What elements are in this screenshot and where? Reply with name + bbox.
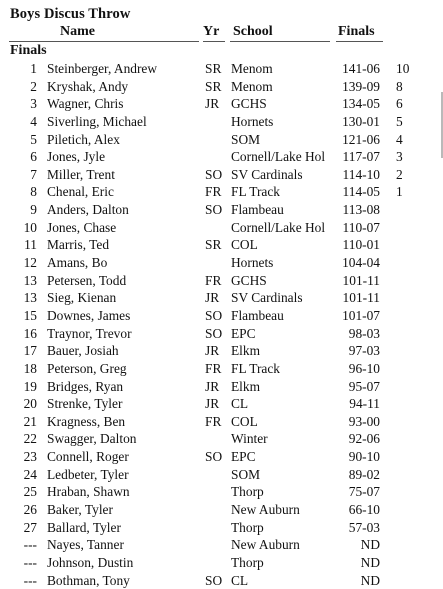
year-cell: SR — [205, 78, 222, 94]
table-row — [0, 325, 443, 343]
school-cell: EPC — [231, 449, 256, 465]
year-cell: JR — [205, 96, 220, 112]
place-cell: 15 — [23, 307, 37, 323]
table-row — [0, 219, 443, 237]
finals-mark-cell: 93-00 — [348, 413, 380, 429]
athlete-name-cell: Nayes, Tanner — [47, 537, 124, 553]
school-cell: GCHS — [231, 96, 267, 112]
place-cell: 6 — [30, 149, 37, 165]
finals-mark-cell: 94-11 — [349, 396, 380, 412]
school-cell: Menom — [231, 78, 273, 94]
year-cell: SO — [205, 572, 223, 588]
school-cell: FL Track — [231, 360, 280, 376]
school-cell: CL — [231, 396, 249, 412]
place-cell: 2 — [30, 78, 37, 94]
table-row — [0, 342, 443, 360]
year-cell: SO — [205, 449, 223, 465]
finals-mark-cell: 110-01 — [342, 237, 380, 253]
table-row — [0, 430, 443, 448]
header-underline-name — [9, 41, 199, 42]
finals-mark-cell: 101-11 — [342, 290, 380, 306]
table-row — [0, 148, 443, 166]
school-cell: COL — [231, 237, 258, 253]
finals-mark-cell: ND — [360, 537, 380, 553]
finals-mark-cell: 95-07 — [348, 378, 380, 394]
column-header-name: Name — [60, 24, 95, 39]
athlete-name-cell: Piletich, Alex — [47, 131, 120, 147]
table-row — [0, 466, 443, 484]
finals-mark-cell: 104-04 — [342, 255, 380, 271]
athlete-name-cell: Amans, Bo — [47, 255, 108, 271]
table-row — [0, 378, 443, 396]
table-row — [0, 131, 443, 149]
points-cell: 1 — [396, 184, 403, 200]
athlete-name-cell: Sieg, Kienan — [47, 290, 117, 306]
table-row — [0, 413, 443, 431]
table-row — [0, 554, 443, 572]
finals-mark-cell: 101-07 — [342, 307, 380, 323]
table-row — [0, 395, 443, 413]
athlete-name-cell: Ballard, Tyler — [47, 519, 121, 535]
points-cell: 8 — [396, 78, 403, 94]
athlete-name-cell: Swagger, Dalton — [47, 431, 137, 447]
place-cell: 5 — [30, 131, 37, 147]
athlete-name-cell: Kryshak, Andy — [47, 78, 129, 94]
column-header-school: School — [233, 24, 273, 39]
place-cell: 27 — [23, 519, 37, 535]
place-cell: 13 — [23, 272, 37, 288]
school-cell: SOM — [231, 131, 261, 147]
place-cell: 11 — [24, 237, 37, 253]
place-cell: 4 — [30, 113, 37, 129]
header-underline-finals — [336, 41, 383, 42]
points-cell: 6 — [396, 96, 403, 112]
finals-mark-cell: 98-03 — [348, 325, 380, 341]
finals-mark-cell: 89-02 — [348, 466, 380, 482]
place-cell: --- — [23, 537, 37, 553]
year-cell: FR — [205, 413, 222, 429]
school-cell: SV Cardinals — [231, 166, 303, 182]
place-cell: 16 — [23, 325, 37, 341]
year-cell: SO — [205, 325, 223, 341]
table-row — [0, 360, 443, 378]
place-cell: 21 — [23, 413, 37, 429]
table-row — [0, 289, 443, 307]
place-cell: 8 — [30, 184, 37, 200]
athlete-name-cell: Peterson, Greg — [47, 360, 127, 376]
place-cell: 9 — [30, 202, 37, 218]
place-cell: 18 — [23, 360, 37, 376]
year-cell: FR — [205, 184, 222, 200]
year-cell: FR — [205, 360, 222, 376]
points-cell: 3 — [396, 149, 403, 165]
finals-mark-cell: 139-09 — [342, 78, 380, 94]
school-cell: Thorp — [231, 484, 264, 500]
finals-mark-cell: 141-06 — [342, 61, 380, 76]
athlete-name-cell: Bridges, Ryan — [47, 378, 124, 394]
school-cell: Flambeau — [231, 307, 284, 323]
school-cell: New Auburn — [231, 537, 300, 553]
athlete-name-cell: Downes, James — [47, 307, 131, 323]
school-cell: Winter — [231, 431, 268, 447]
school-cell: Cornell/Lake Hol — [231, 149, 326, 165]
place-cell: 17 — [23, 343, 37, 359]
school-cell: New Auburn — [231, 502, 300, 518]
finals-mark-cell: 121-06 — [342, 131, 380, 147]
school-cell: Hornets — [231, 255, 274, 271]
table-row — [0, 95, 443, 113]
place-cell: 25 — [23, 484, 37, 500]
table-row — [0, 448, 443, 466]
table-row — [0, 483, 443, 501]
athlete-name-cell: Petersen, Todd — [47, 272, 127, 288]
athlete-name-cell: Traynor, Trevor — [47, 325, 132, 341]
table-row — [0, 166, 443, 184]
athlete-name-cell: Strenke, Tyler — [47, 396, 123, 412]
athlete-name-cell: Connell, Roger — [47, 449, 129, 465]
place-cell: 23 — [23, 449, 37, 465]
athlete-name-cell: Anders, Dalton — [47, 202, 129, 218]
points-cell: 10 — [396, 61, 410, 76]
athlete-name-cell: Baker, Tyler — [47, 502, 113, 518]
school-cell: FL Track — [231, 184, 280, 200]
finals-mark-cell: 66-10 — [348, 502, 380, 518]
header-underline-yr — [203, 41, 225, 42]
athlete-name-cell: Ledbeter, Tyler — [47, 466, 129, 482]
year-cell: JR — [205, 396, 220, 412]
school-cell: SOM — [231, 466, 261, 482]
column-header-yr: Yr — [203, 24, 220, 39]
athlete-name-cell: Siverling, Michael — [47, 113, 147, 129]
finals-mark-cell: 110-07 — [342, 219, 380, 235]
place-cell: 3 — [30, 96, 37, 112]
place-cell: --- — [23, 572, 37, 588]
athlete-name-cell: Hraban, Shawn — [47, 484, 130, 500]
year-cell: SO — [205, 166, 223, 182]
finals-mark-cell: 117-07 — [342, 149, 380, 165]
place-cell: 12 — [23, 255, 37, 271]
finals-mark-cell: 90-10 — [348, 449, 380, 465]
year-cell: SO — [205, 202, 223, 218]
place-cell: 13 — [23, 290, 37, 306]
finals-mark-cell: 92-06 — [348, 431, 380, 447]
athlete-name-cell: Marris, Ted — [47, 237, 110, 253]
finals-mark-cell: ND — [360, 554, 380, 570]
school-cell: EPC — [231, 325, 256, 341]
school-cell: GCHS — [231, 272, 267, 288]
school-cell: Hornets — [231, 113, 274, 129]
column-header-finals: Finals — [338, 24, 375, 39]
school-cell: SV Cardinals — [231, 290, 303, 306]
finals-mark-cell: 134-05 — [342, 96, 380, 112]
place-cell: --- — [23, 554, 37, 570]
table-row — [0, 519, 443, 537]
athlete-name-cell: Steinberger, Andrew — [47, 61, 158, 76]
table-row — [0, 254, 443, 272]
year-cell: SR — [205, 61, 222, 76]
finals-mark-cell: 130-01 — [342, 113, 380, 129]
school-cell: Menom — [231, 61, 273, 76]
school-cell: Flambeau — [231, 202, 284, 218]
school-cell: Thorp — [231, 554, 264, 570]
section-heading: Finals — [10, 43, 47, 58]
athlete-name-cell: Bauer, Josiah — [47, 343, 119, 359]
school-cell: Elkm — [231, 378, 261, 394]
school-cell: Elkm — [231, 343, 261, 359]
place-cell: 10 — [23, 219, 37, 235]
points-cell: 5 — [396, 113, 403, 129]
place-cell: 19 — [23, 378, 37, 394]
finals-mark-cell: 113-08 — [342, 202, 380, 218]
athlete-name-cell: Miller, Trent — [47, 166, 115, 182]
table-row — [0, 78, 443, 96]
place-cell: 26 — [23, 502, 37, 518]
year-cell: JR — [205, 343, 220, 359]
athlete-name-cell: Kragness, Ben — [47, 413, 126, 429]
table-row — [0, 572, 443, 589]
header-underline-school — [230, 41, 330, 42]
table-row — [0, 113, 443, 131]
finals-mark-cell: 96-10 — [348, 360, 380, 376]
event-title: Boys Discus Throw — [10, 6, 131, 22]
finals-mark-cell: 114-10 — [342, 166, 380, 182]
year-cell: JR — [205, 290, 220, 306]
athlete-name-cell: Jones, Chase — [47, 219, 117, 235]
finals-mark-cell: ND — [360, 572, 380, 588]
place-cell: 22 — [23, 431, 37, 447]
year-cell: SO — [205, 307, 223, 323]
table-row — [0, 60, 443, 78]
place-cell: 20 — [23, 396, 37, 412]
athlete-name-cell: Johnson, Dustin — [47, 554, 134, 570]
table-row — [0, 536, 443, 554]
table-row — [0, 272, 443, 290]
finals-mark-cell: 75-07 — [348, 484, 380, 500]
table-row — [0, 501, 443, 519]
year-cell: SR — [205, 237, 222, 253]
place-cell: 7 — [30, 166, 37, 182]
table-row — [0, 236, 443, 254]
points-cell: 4 — [396, 131, 403, 147]
school-cell: COL — [231, 413, 258, 429]
finals-mark-cell: 57-03 — [348, 519, 380, 535]
athlete-name-cell: Bothman, Tony — [47, 572, 130, 588]
finals-mark-cell: 97-03 — [348, 343, 380, 359]
points-cell: 2 — [396, 166, 403, 182]
year-cell: JR — [205, 378, 220, 394]
place-cell: 24 — [23, 466, 37, 482]
table-row — [0, 307, 443, 325]
athlete-name-cell: Wagner, Chris — [47, 96, 124, 112]
school-cell: CL — [231, 572, 249, 588]
school-cell: Thorp — [231, 519, 264, 535]
table-row — [0, 201, 443, 219]
year-cell: FR — [205, 272, 222, 288]
athlete-name-cell: Chenal, Eric — [47, 184, 114, 200]
table-row — [0, 183, 443, 201]
school-cell: Cornell/Lake Hol — [231, 219, 326, 235]
finals-mark-cell: 101-11 — [342, 272, 380, 288]
athlete-name-cell: Jones, Jyle — [47, 149, 106, 165]
finals-mark-cell: 114-05 — [342, 184, 380, 200]
results-table — [0, 60, 443, 589]
place-cell: 1 — [30, 61, 37, 76]
